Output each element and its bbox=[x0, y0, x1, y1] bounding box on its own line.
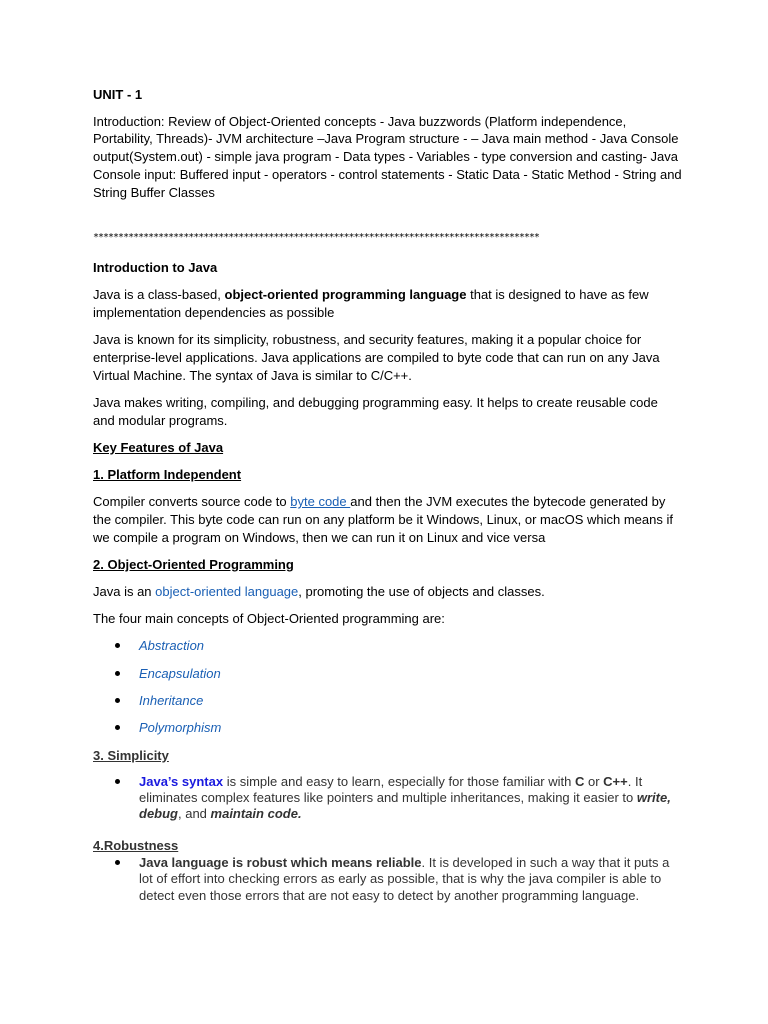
para1-prefix: Java is a class-based, bbox=[93, 287, 225, 303]
paragraph-features-summary: Java is known for its simplicity, robustness, and security features, making it a popular choice for enterprise-level applications. Java applications are compiled to byte code that can run on any Java Virtual Machine. The syntax of Java is similar to C/C++. bbox=[93, 332, 660, 383]
polymorphism-link[interactable]: Polymorphism bbox=[139, 720, 222, 736]
key-features-heading: Key Features of Java bbox=[93, 439, 224, 455]
feature2-text bbox=[93, 583, 683, 601]
feature2-heading: 2. Object-Oriented Programming bbox=[93, 556, 294, 572]
maintain-code: maintain code. bbox=[210, 806, 302, 822]
simplicity-or: or bbox=[584, 773, 604, 789]
list-item bbox=[93, 692, 683, 710]
concepts-intro: The four main concepts of Object-Oriented programming are: bbox=[93, 611, 445, 627]
para1-suffix: that is designed to have as few implementation dependencies as possible bbox=[93, 287, 649, 321]
object-oriented-language-link[interactable]: object-oriented language bbox=[155, 584, 299, 600]
unit-title: UNIT - 1 bbox=[93, 87, 143, 102]
robust-text: . It is developed in such a way that it puts a lot of effort into checking errors as early as possible, that is why the java compiler is able to detect even those errors that are not easy to detect by another programming language. bbox=[139, 855, 670, 903]
bullet-icon bbox=[115, 643, 120, 648]
feature1-suffix: and then the JVM executes the bytecode generated by the compiler. This byte code can run on any platform be it Windows, Linux, or macOS which means if we compile a program on Windows, then we can run it on Linux and vice versa bbox=[93, 494, 673, 545]
feature2-suffix: , promoting the use of objects and classes. bbox=[298, 584, 545, 600]
document-content bbox=[93, 86, 683, 904]
list-item bbox=[93, 665, 683, 683]
separator-line: ***************************************************************************************** bbox=[93, 232, 539, 244]
robustness-list bbox=[93, 855, 683, 904]
simplicity-text-1: is simple and easy to learn, especially for those familiar with bbox=[223, 773, 575, 789]
abstraction-link[interactable]: Abstraction bbox=[139, 638, 205, 654]
feature1-text bbox=[93, 493, 683, 546]
oop-concepts-list bbox=[93, 637, 683, 737]
feature3-heading: 3. Simplicity bbox=[93, 747, 169, 763]
robust-bold: Java language is robust which means reliable bbox=[139, 855, 422, 871]
simplicity-list bbox=[93, 774, 683, 823]
simplicity-and: , and bbox=[178, 806, 211, 822]
cpp-language: C++ bbox=[603, 773, 628, 789]
bullet-icon bbox=[115, 698, 120, 703]
paragraph-definition bbox=[93, 286, 683, 321]
feature4-heading: 4.Robustness bbox=[93, 838, 179, 854]
write-debug: write, debug bbox=[139, 790, 671, 822]
bullet-icon bbox=[115, 671, 120, 676]
list-item bbox=[93, 719, 683, 737]
para1-bold: object-oriented programming language bbox=[224, 287, 467, 303]
list-item bbox=[93, 637, 683, 655]
encapsulation-link[interactable]: Encapsulation bbox=[139, 665, 221, 681]
feature2-prefix: Java is an bbox=[93, 584, 156, 600]
list-item bbox=[93, 855, 683, 904]
bullet-icon bbox=[115, 725, 120, 730]
feature1-heading: 1. Platform Independent bbox=[93, 467, 242, 483]
c-language: C bbox=[574, 773, 585, 789]
bullet-icon bbox=[115, 860, 120, 865]
paragraph-ease: Java makes writing, compiling, and debugging programming easy. It helps to create reusable code and modular programs. bbox=[93, 394, 658, 428]
bullet-icon bbox=[115, 779, 120, 784]
intro-syllabus-text: Introduction: Review of Object-Oriented concepts - Java buzzwords (Platform independence, Portability, Threads)- JVM architecture –Java Program structure - – Java main method - Java Console output(System.out) - simple java program - Data types - Variables - type conversion and casting- Java Console input: Buffered input - operators - control statements - Static Data - Static Method - String and String Buffer Classes bbox=[93, 113, 682, 200]
feature1-prefix: Compiler converts source code to bbox=[93, 494, 291, 510]
inheritance-link[interactable]: Inheritance bbox=[139, 693, 204, 709]
simplicity-text-2: . It eliminates complex features like pointers and multiple inheritances, making it easier to bbox=[139, 773, 643, 806]
byte-code-link[interactable]: byte code bbox=[290, 494, 351, 510]
list-item bbox=[93, 774, 683, 823]
java-syntax-link[interactable]: Java’s syntax bbox=[139, 773, 224, 789]
section-title: Introduction to Java bbox=[93, 260, 218, 276]
